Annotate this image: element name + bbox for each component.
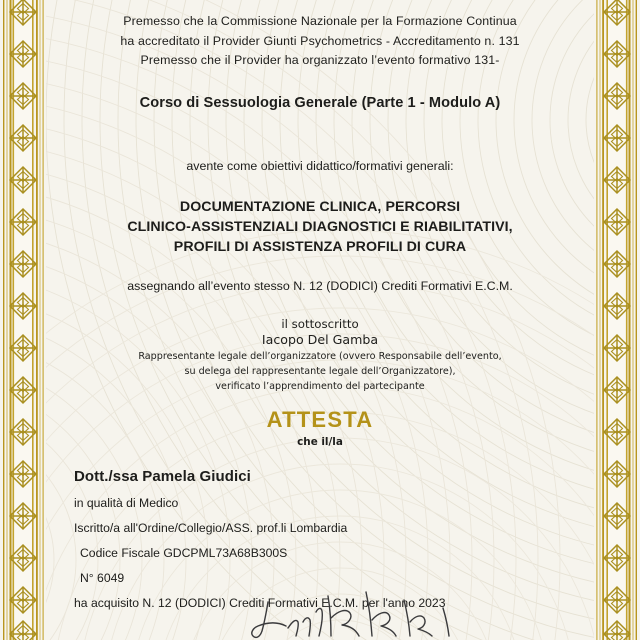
course-title: Corso di Sessuologia Generale (Parte 1 - Modulo A) (139, 94, 501, 111)
participant-details (50, 468, 590, 610)
signer-name: Iacopo Del Gamba (261, 331, 379, 347)
ornamental-border-left (0, 0, 46, 640)
preamble-line-1: Premesso che la Commissione Nazionale per la Formazione Continua (123, 14, 517, 28)
signer-role-line-2: su delega del rappresentante legale dell’Organizzatore), (184, 365, 456, 377)
objectives-line-1: DOCUMENTAZIONE CLINICA, PERCORSI (179, 198, 461, 215)
participant-number: N° 6049 (80, 571, 125, 586)
participant-name: Dott./ssa Pamela Giudici (74, 468, 251, 486)
ornamental-border-right (594, 0, 640, 640)
participant-qualification: in qualità di Medico (74, 496, 179, 511)
participant-register: Iscritto/a all'Ordine/Collegio/ASS. prof.li Lombardia (74, 521, 348, 536)
preamble-block (50, 0, 590, 71)
objectives-intro: avente come obiettivi didattico/formativi generali: (186, 158, 454, 173)
credits-assignment-line: assegnando all’evento stesso N. 12 (DODICI) Crediti Formativi E.C.M. (127, 278, 513, 293)
preamble-line-3: Premesso che il Provider ha organizzato l’evento formativo 131- (140, 53, 500, 67)
signer-role-line-3: verificato l’apprendimento del partecipante (215, 380, 425, 392)
certificate-content (50, 0, 590, 610)
footer-cutoff-text (50, 628, 590, 640)
attesta-heading: ATTESTA (266, 407, 374, 433)
objectives-line-3: PROFILI DI ASSISTENZA PROFILI DI CURA (173, 238, 467, 255)
attesta-subheading: che il/la (297, 436, 343, 449)
objectives-line-2: CLINICO-ASSISTENZIALI DIAGNOSTICI E RIABILITATIVI, (127, 218, 513, 235)
signer-role-line-1: Rappresentante legale dell’organizzatore (ovvero Responsabile dell’evento, (138, 350, 502, 362)
preamble-line-2: ha accreditato il Provider Giunti Psychometrics - Accreditamento n. 131 (120, 33, 520, 48)
participant-credits-acquired: ha acquisito N. 12 (DODICI) Crediti Formativi E.C.M. per l'anno 2023 (74, 596, 446, 611)
signer-block (50, 317, 590, 394)
signer-intro: il sottoscritto (281, 316, 359, 331)
objectives-block (50, 197, 590, 257)
participant-fiscal-code: Codice Fiscale GDCPML73A68B300S (80, 546, 288, 561)
